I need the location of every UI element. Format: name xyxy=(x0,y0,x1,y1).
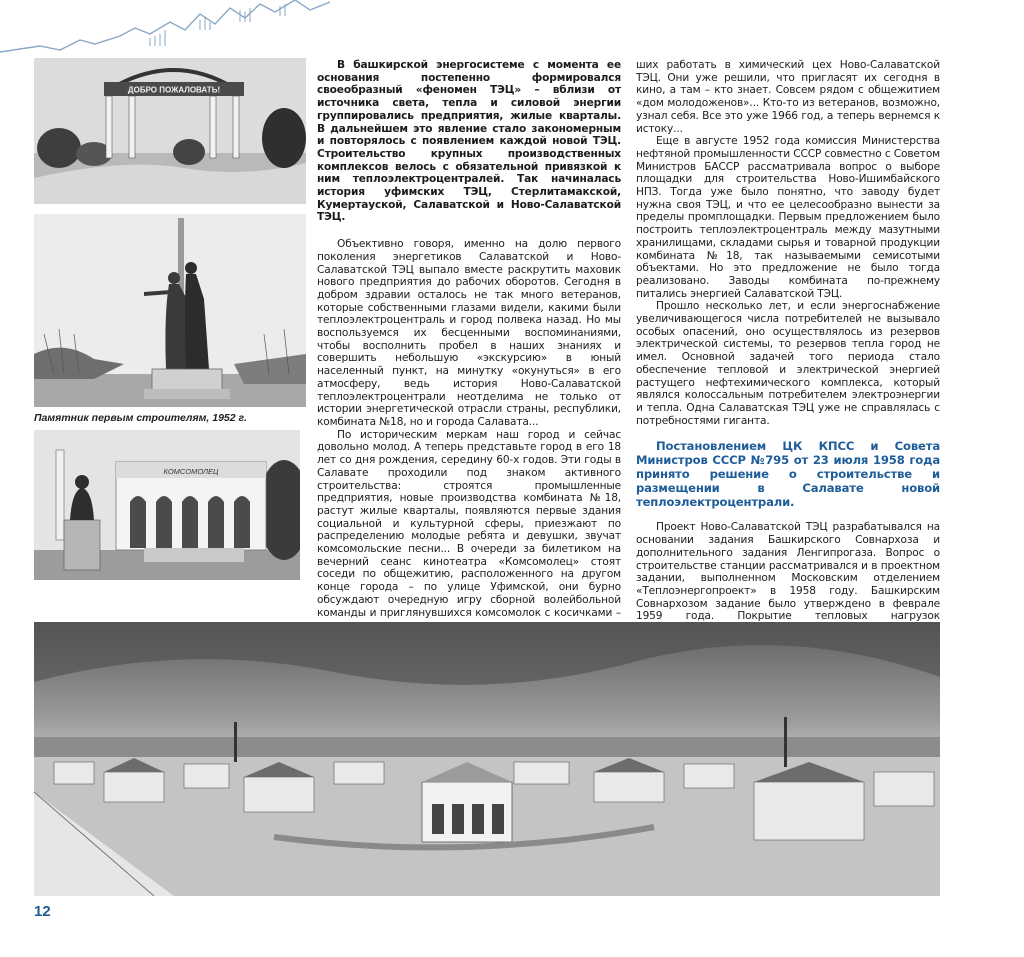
cinema-sign-text: КОМСОМОЛЕЦ xyxy=(163,467,219,476)
photo-city-panorama xyxy=(34,622,940,896)
paragraph: Объективно говоря, именно на долю первого поколения энергетиков Салаватской и Ново-Салаватской ТЭЦ выпало вместе раскрутить маховик нового предприятия до рабочих оборотов. Сегодня в добром здравии осталось не так много ветеранов, которые собственными глазами видели, какими были теплоэлектроцентраль и город полвека назад. Но мы воспользуемся их бесценными воспоминаниями, чтобы восполнить пробел в наших знаниях и совершить небольшую «экскурсию» в юный населенный пункт, на минутку «окунуться» в его атмосферу, ведь история Ново-Салаватской теплоэлектроцентрали неотделима не только от истории энергетической отрасли страны, республики, комбината №18, но и города Салавата... xyxy=(317,238,621,428)
photo-cinema-komsomolets xyxy=(34,430,300,580)
paragraph: Еще в августе 1952 года комиссия Министерства нефтяной промышленности СССР совместно с Советом Министров БАССР рассматривала вопрос о выборе площадки для строительства Ново-Ишимбайского НПЗ. Тогда уже было понятно, что заводу будет нужна своя ТЭЦ, и что ее целесообразно вынести за пределы промплощадки. Первым предложением было построить теплоэлектроцентраль между мазутными хранилищами, складами сырья и товарной продукции комбината №18, так называемыми семисотыми объектами. Но это предложение не было тогда реализовано. Заводы комбината по-прежнему питались энергией Салаватской ТЭЦ. xyxy=(636,135,940,300)
arch-sign-text: ДОБРО ПОЖАЛОВАТЬ! xyxy=(127,85,221,95)
text-column-1 xyxy=(317,59,621,632)
lead-paragraph: В башкирской энергосистеме с момента ее основания постепенно формировался своеобразный «феномен ТЭЦ» – вблизи от источника света, тепла и силовой энергии группировались предприятия, жилые кварталы. В дальнейшем это явление стало закономерным и повторялось с появлением каждой новой ТЭЦ. Строительство крупных производственных комплексов велось с обязательной привязкой к ним теплоэлектроцентралей. Так начиналась история уфимских ТЭЦ, Стерлитамакской, Кумертауской, Салаватской и Ново-Салаватской ТЭЦ. xyxy=(317,59,621,224)
photo-welcome-arch xyxy=(34,58,306,204)
photo-monument xyxy=(34,214,306,407)
paragraph: Прошло несколько лет, и если энергоснабжение увеличивающегося числа потребителей не вызывало особых опасений, оно осуществлялось из резервов электрической системы, то резервов тепла город не имел. Основной задачей того периода стало обеспечение тепловой и электрической энергией растущего нефтехимического комплекса, который являлся колоссальным потребителем электроэнергии и тепла. Одна Салаватская ТЭЦ уже не справлялась с потребностями гиганта. xyxy=(636,300,940,427)
decorative-zigzag-line xyxy=(0,0,330,60)
monument-caption: Памятник первым строителям, 1952 г. xyxy=(34,412,247,424)
paragraph: Проект Ново-Салаватской ТЭЦ разрабатывался на основании задания Башкирского Совнархоза и дополнительного задания Ленгипрогаза. Вопрос о строительстве станции рассматривался и в проектном задании, выполненном Московским отделением «Теплоэнергопроект» в 1958 году. Башкирским Совнархозом задание было утверждено в феврале 1959 года. Покрытие тепловых нагрузок xyxy=(636,521,940,623)
paragraph: ших работать в химический цех Ново-Салаватской ТЭЦ. Они уже решили, что пригласят их сегодня в кино, а там – кто знает. Совсем рядом с общежитием «дом молодоженов»... Кто-то из ветеранов, возможно, узнал себя. Все это уже 1966 год, а теперь вернемся к истоку... xyxy=(636,59,940,135)
page-number: 12 xyxy=(34,903,51,920)
paragraph: По историческим меркам наш город и сейчас довольно молод. А теперь представьте город в его 18 лет со дня рождения, середину 60-х годов. Эти годы в Салавате проходили под знаком активного строительства: строятся промышленные предприятия, новые производства комбината №18, растут жилые кварталы, появляются первые здания социальной и культурной сферы, приезжают по распределению молодые ребята и девушки, звучат комсомольские песни... В очереди за билетиком на вечерний сеанс кинотеатра «Комсомолец» стоят соседи по общежитию, расположенного на другом конце города – по улице Уфимской, они бурно обсуждают очередную игру сборной волейбольной команды и приглянувшихся комсомолок с косичками – xyxy=(317,428,621,619)
highlighted-heading: Постановлением ЦК КПСС и Совета Министров СССР №795 от 23 июля 1958 года принято решение о строительстве и размещении в Салавате новой теплоэлектроцентрали. xyxy=(636,439,940,510)
text-column-2 xyxy=(636,59,940,636)
